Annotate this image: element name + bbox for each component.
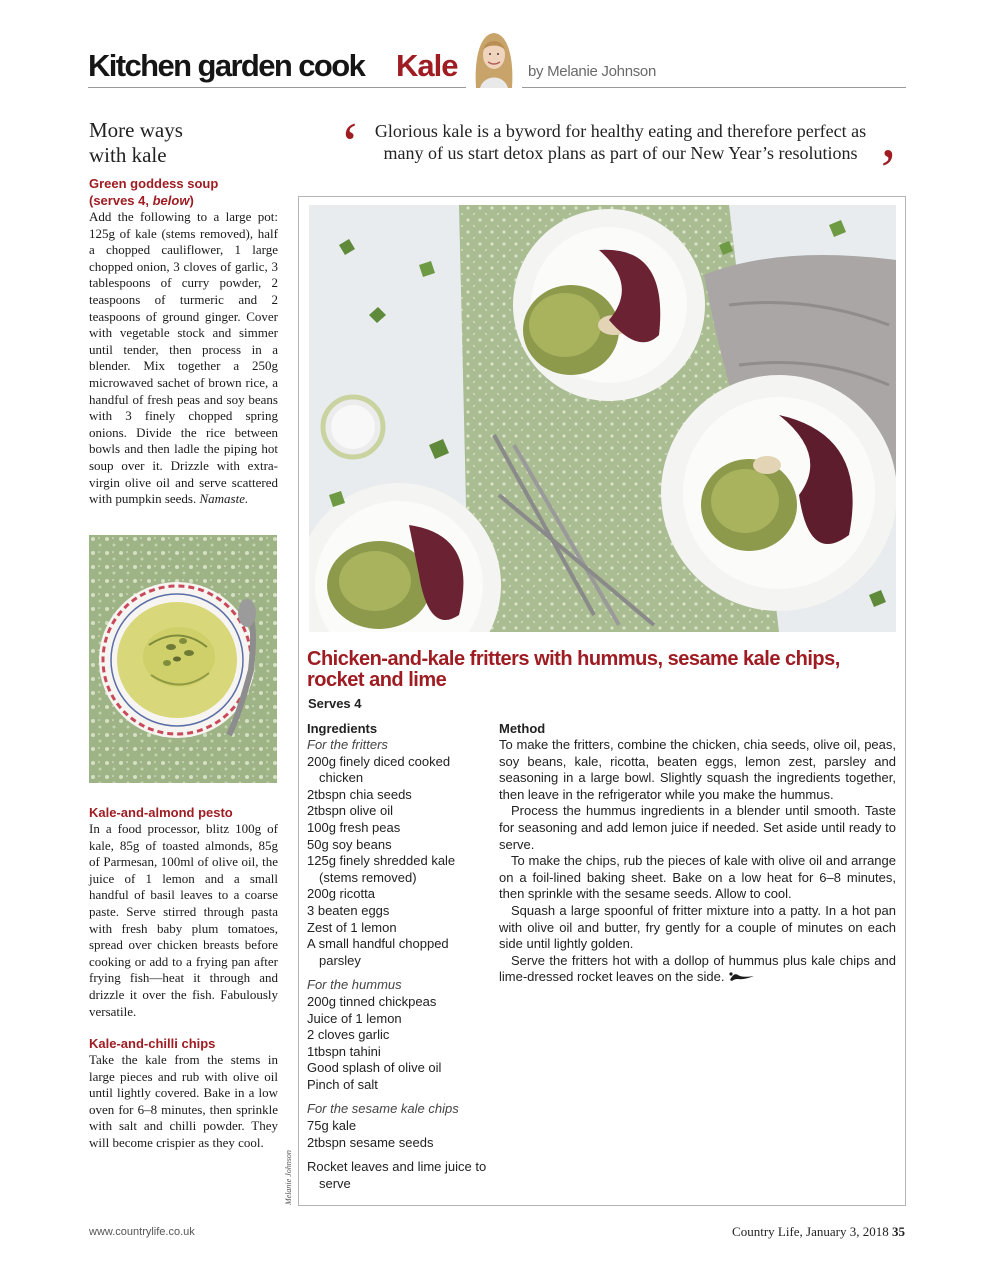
ingredient-item: 2 cloves garlic (307, 1027, 390, 1043)
column-subject: Kale (396, 48, 458, 83)
ingredient-item: 2tbspn olive oil (307, 803, 393, 819)
method-step: Process the hummus ingredients in a blender until smooth. Taste for seasoning and add lemon juice if needed. Set aside until ready to serve. (499, 803, 896, 852)
method-step: Squash a large spoonful of fritter mixture into a patty. In a hot pan with olive oil and butter, fry gently for a couple of minutes on each side until lightly golden. (499, 902, 896, 952)
ingredient-item: Zest of 1 lemon (307, 919, 397, 935)
recipe-serves: Serves 4 (308, 696, 362, 711)
pesto-section (89, 804, 278, 1020)
byline: by Melanie Johnson (528, 63, 657, 80)
pesto-text: In a food processor, blitz 100g of kale, 85g of toasted almonds, 85g of Parmesan, 100ml of olive oil, the juice of 1 lemon and a small handful of basil leaves to a coarse paste. Serve stirred through pasta with fresh baby plum tomatoes, spread over chicken breasts before cooking or add to a frying pan after frying fish—heat it through and drizzle it over the fish. Fabulously versatile. (89, 821, 278, 1019)
ingredient-item: 75g kale (307, 1118, 357, 1134)
soup-title: Green goddess soup (89, 176, 219, 191)
ingredient-item: 200g finely diced cooked chicken (307, 753, 451, 786)
recipe-title: Chicken-and-kale fritters with hummus, sesame kale chips, rocket and lime (307, 648, 840, 691)
sidebar (89, 118, 278, 508)
method-step: To make the chips, rub the pieces of kale with olive oil and arrange on a foil-lined baking sheet. Bake on a low heat for 6–8 minutes, then sprinkle with the sesame seeds. Allow to cool. (499, 853, 896, 902)
ingredient-item: 50g soy beans (307, 836, 392, 852)
page-number: 35 (892, 1224, 905, 1239)
ingredient-item: 100g fresh peas (307, 819, 401, 835)
method-step: To make the fritters, combine the chicken, chia seeds, olive oil, peas, soy beans, kale, ricotta, beaten eggs, lemon zest, parsley and seasoning in a large bowl. Slightly squash the ingredients together, then leave in the refrigerator while you make the hummus. (499, 737, 896, 802)
ingredient-item: Pinch of salt (307, 1076, 378, 1092)
column-title: Kitchen garden cook (88, 48, 365, 83)
soup-serves: (serves 4, below) (89, 193, 194, 208)
ingredient-item: 200g tinned chickpeas (307, 993, 437, 1009)
ingredient-item: 2tbspn chia seeds (307, 786, 412, 802)
pesto-title: Kale-and-almond pesto (89, 805, 233, 820)
ingredient-item: 2tbspn sesame seeds (307, 1134, 434, 1150)
footer-issue: Country Life, January 3, 2018 35 (732, 1224, 905, 1239)
method-heading: Method (499, 721, 546, 736)
ingredient-item: 3 beaten eggs (307, 902, 390, 918)
method-step: Serve the fritters hot with a dollop of hummus plus kale chips and lime-dressed rocket leaves on the side. (499, 952, 896, 985)
peacock-end-mark-icon (728, 970, 756, 982)
hummus-subheading: For the hummus (307, 977, 402, 993)
chips-subheading: For the sesame kale chips (307, 1101, 459, 1117)
close-quote-mark: ’ (878, 137, 898, 203)
page-header (88, 22, 906, 88)
chips-text: Take the kale from the stems in large pieces and rub with olive oil until lightly covered. Bake in a low oven for 6–8 minutes, then sprinkle with salt and chilli powder. They will become crispier as they cool. (89, 1052, 278, 1150)
photo-credit: Melanie Johnson (284, 1150, 293, 1205)
fritters-subheading: For the fritters (307, 737, 388, 752)
ingredient-item: 125g finely shredded kale (stems removed) (307, 853, 456, 885)
sidebar-heading: More ways with kale (89, 118, 183, 167)
recipe-photo (309, 205, 896, 632)
soup-photo (89, 535, 277, 783)
ingredients-column (307, 720, 487, 1192)
ingredient-item: A small handful chopped parsley (307, 936, 449, 968)
ingredient-item: 200g ricotta (307, 886, 375, 902)
ingredient-item: Juice of 1 lemon (307, 1010, 402, 1026)
ingredients-heading: Ingredients (307, 721, 378, 736)
chips-section (89, 1035, 278, 1152)
method-column (499, 720, 896, 986)
footer-url: www.countrylife.co.uk (89, 1226, 195, 1238)
quote-text: Glorious kale is a byword for healthy eating and therefore perfect as many of us start detox plans as part of our New Year’s resolutions (374, 121, 867, 163)
author-portrait (466, 28, 522, 88)
chips-title: Kale-and-chilli chips (89, 1036, 216, 1051)
soup-text: Add the following to a large pot: 125g of kale (stems removed), half a chopped cauliflower, 1 large chopped onion, 3 cloves of garlic, 3 tablespoons of curry powder, 2 teaspoons of turmeric and 2 teaspoons of ground ginger. Cover with vegetable stock and simmer until tender, then process in a blender. Mix together a 250g microwaved sachet of brown rice, a handful of fresh peas and soy beans with 3 finely chopped spring onions. Divide the rice between bowls and then ladle the piping hot soup over it. Drizzle with extra-virgin olive oil and serve scattered with pumpkin seeds. Namaste. (89, 209, 278, 507)
open-quote-mark: ‘ (340, 111, 360, 177)
ingredient-item: 1tbspn tahini (307, 1043, 381, 1059)
ingredient-item: Rocket leaves and lime juice to serve (307, 1159, 487, 1191)
ingredient-item: Good splash of olive oil (307, 1060, 442, 1076)
